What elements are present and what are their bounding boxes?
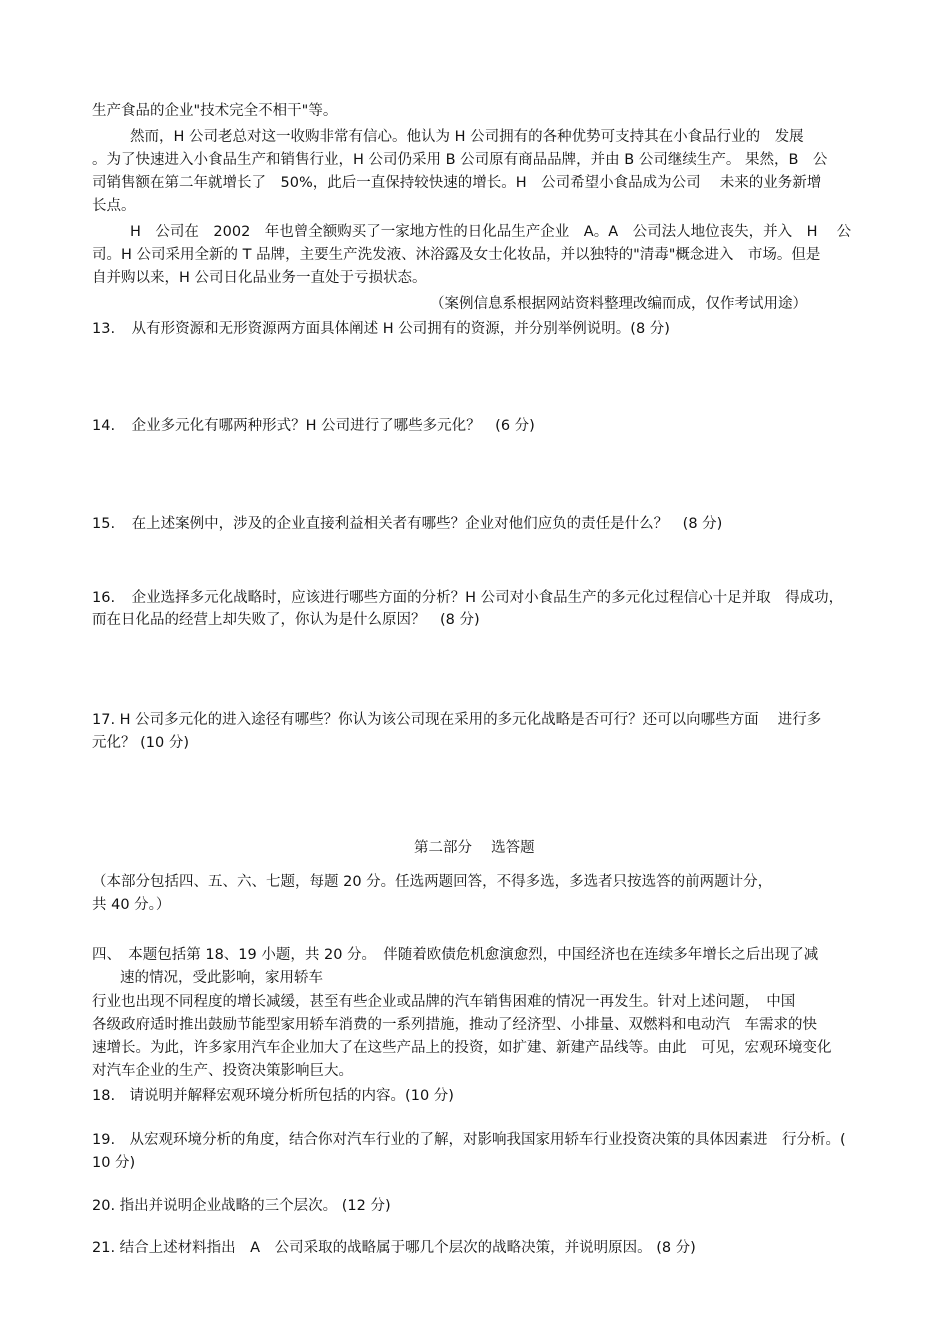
question-17: 17. H 公司多元化的进入途径有哪些？你认为该公司现在采用的多元化战略是否可行？还可以向哪些方面 进行多 bbox=[92, 712, 822, 728]
question-20: 20. 指出并说明企业战略的三个层次。 (12 分) bbox=[92, 1198, 391, 1214]
case-text-line: 司销售额在第二年就增长了 50%，此后一直保持较快速的增长。H 公司希望小食品成为公司 未来的业务新增 bbox=[92, 175, 822, 191]
case-text-line: 司。H 公司采用全新的 T 品牌，主要生产洗发液、沐浴露及女士化妆品，并以独特的"清毒"概念进入 市场。但是 bbox=[92, 247, 821, 263]
case-text-line: H 公司在 2002 年也曾全额购买了一家地方性的日化品生产企业 A。A 公司法人地位丧失，并入 H 公 bbox=[130, 224, 852, 240]
part2-title: 第二部分 选答题 bbox=[414, 840, 535, 856]
section4-body-line: 速增长。为此，许多家用汽车企业加大了在这些产品上的投资，如扩建、新建产品线等。由此 可见，宏观环境变化 bbox=[92, 1040, 832, 1056]
section4-header-cont: 速的情况，受此影响，家用轿车 bbox=[120, 970, 323, 986]
question-19-cont: 10 分) bbox=[92, 1155, 136, 1171]
question-13 bbox=[92, 319, 670, 339]
case-text-line: 生产食品的企业"技术完全不相干"等。 bbox=[92, 103, 338, 119]
question-number: 16. bbox=[92, 590, 116, 606]
question-text: 企业多元化有哪两种形式？H 公司进行了哪些多元化？ (6 分) bbox=[131, 418, 535, 434]
case-text-line: 自并购以来，H 公司日化品业务一直处于亏损状态。 bbox=[92, 270, 427, 286]
section4-body-line: 行业也出现不同程度的增长减缓，甚至有些企业或品牌的汽车销售困难的情况一再发生。针对上述问题， 中国 bbox=[92, 994, 796, 1010]
question-number: 15. bbox=[92, 516, 116, 532]
question-16-cont: 而在日化品的经营上却失败了，你认为是什么原因？ (8 分) bbox=[92, 612, 480, 628]
question-14 bbox=[92, 416, 535, 436]
question-text: 在上述案例中，涉及的企业直接利益相关者有哪些？企业对他们应负的责任是什么？ (8 分) bbox=[131, 516, 723, 532]
question-16 bbox=[92, 588, 843, 608]
part2-instructions: （本部分包括四、五、六、七题，每题 20 分。任选两题回答，不得多选，多选者只按选答的前两题计分， bbox=[92, 874, 773, 890]
question-17-cont: 元化？ (10 分) bbox=[92, 735, 189, 751]
section4-body-line: 各级政府适时推出鼓励节能型家用轿车消费的一系列措施，推动了经济型、小排量、双燃料和电动汽 车需求的快 bbox=[92, 1017, 817, 1033]
case-text-line: 。为了快速进入小食品生产和销售行业，H 公司仍采用 B 公司原有商品品牌，并由 B 公司继续生产。 果然，B 公 bbox=[92, 152, 828, 168]
section4-header: 四、 本题包括第 18、19 小题，共 20 分。 伴随着欧债危机愈演愈烈，中国经济也在连续多年增长之后出现了减 bbox=[92, 947, 819, 963]
question-number: 14. bbox=[92, 418, 116, 434]
question-text: 从有形资源和无形资源两方面具体阐述 H 公司拥有的资源，并分别举例说明。(8 分) bbox=[131, 321, 670, 337]
section4-body-line: 对汽车企业的生产、投资决策影响巨大。 bbox=[92, 1063, 353, 1079]
question-text: 企业选择多元化战略时，应该进行哪些方面的分析？H 公司对小食品生产的多元化过程信心十足并取 得成功， bbox=[131, 590, 844, 606]
question-15 bbox=[92, 514, 722, 534]
part2-instructions: 共 40 分。） bbox=[92, 897, 171, 913]
question-21: 21. 结合上述材料指出 A 公司采取的战略属于哪几个层次的战略决策，并说明原因。 (8 分) bbox=[92, 1240, 696, 1256]
source-note: （案例信息系根据网站资料整理改编而成，仅作考试用途） bbox=[430, 296, 807, 312]
question-18: 18. 请说明并解释宏观环境分析所包括的内容。(10 分) bbox=[92, 1088, 454, 1104]
question-19: 19. 从宏观环境分析的角度，结合你对汽车行业的了解，对影响我国家用轿车行业投资决策的具体因素进 行分析。( bbox=[92, 1132, 846, 1148]
case-text-line: 然而，H 公司老总对这一收购非常有信心。他认为 H 公司拥有的各种优势可支持其在小食品行业的 发展 bbox=[130, 129, 804, 145]
question-number: 13. bbox=[92, 321, 116, 337]
case-text-line: 长点。 bbox=[92, 198, 136, 214]
